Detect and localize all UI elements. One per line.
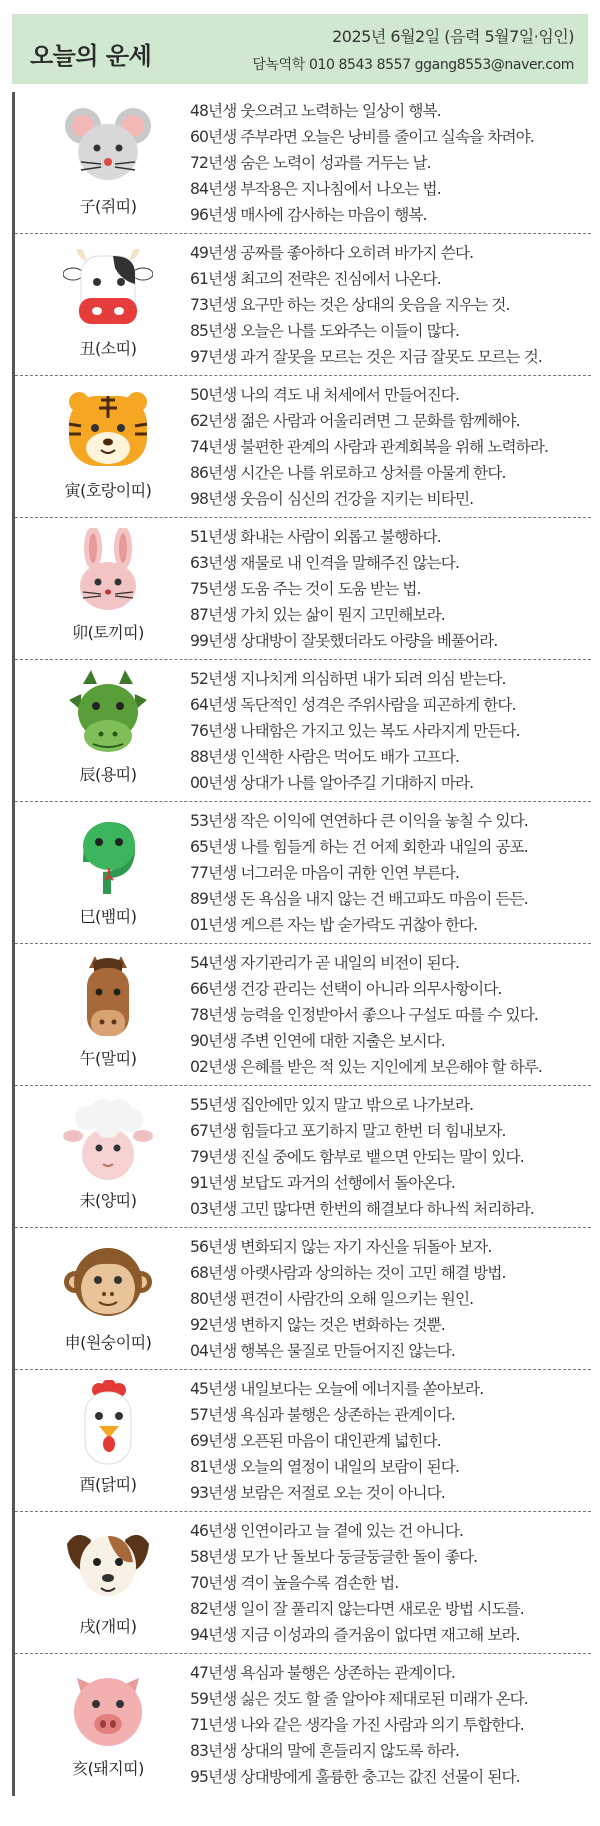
- fortune-line: 66년생 건강 관리는 선택이 아니라 의무사항이다.: [190, 980, 502, 998]
- fortune-line: 70년생 격이 높을수록 겸손한 법.: [190, 1574, 399, 1592]
- fortune-line: 77년생 너그러운 마음이 귀한 인연 부른다.: [190, 864, 460, 882]
- fortune-line: 60년생 주부라면 오늘은 낭비를 줄이고 실속을 차려야.: [190, 128, 534, 146]
- fortune-line: 71년생 나와 같은 생각을 가진 사람과 의기 투합한다.: [190, 1716, 524, 1734]
- zodiac-animal: [43, 1522, 173, 1652]
- fortune-lines: [190, 98, 590, 228]
- zodiac-entry: [15, 234, 591, 376]
- fortune-lines: [190, 1660, 590, 1790]
- fortune-line: 81년생 오늘의 열정이 내일의 보람이 된다.: [190, 1458, 460, 1476]
- zodiac-label: 酉(닭띠): [79, 1475, 137, 1494]
- fortune-line: 79년생 진실 중에도 함부로 뱉으면 안되는 말이 있다.: [190, 1148, 524, 1166]
- fortune-line: 56년생 변화되지 않는 자기 자신을 뒤돌아 보자.: [190, 1238, 492, 1256]
- zodiac-label: 未(양띠): [79, 1191, 137, 1210]
- fortune-line: 55년생 집안에만 있지 말고 밖으로 나가보라.: [190, 1096, 474, 1114]
- zodiac-entry: [15, 1228, 591, 1370]
- zodiac-list: [12, 92, 591, 1796]
- zodiac-label: 辰(용띠): [79, 765, 137, 784]
- zodiac-animal: [43, 244, 173, 374]
- fortune-line: 73년생 요구만 하는 것은 상대의 웃음을 지우는 것.: [190, 296, 510, 314]
- fortune-lines: [190, 808, 590, 938]
- zodiac-animal: [43, 670, 173, 800]
- fortune-line: 45년생 내일보다는 오늘에 에너지를 쏟아보라.: [190, 1380, 484, 1398]
- fortune-line: 68년생 아랫사람과 상의하는 것이 고민 해결 방법.: [190, 1264, 506, 1282]
- zodiac-entry: [15, 92, 591, 234]
- fortune-line: 78년생 능력을 인정받아서 좋으나 구설도 따를 수 있다.: [190, 1006, 538, 1024]
- fortune-line: 47년생 욕심과 불행은 상존하는 관계이다.: [190, 1664, 455, 1682]
- zodiac-label: 申(원숭이띠): [64, 1333, 152, 1352]
- zodiac-label: 丑(소띠): [79, 339, 137, 358]
- zodiac-label: 子(쥐띠): [79, 197, 137, 216]
- fortune-line: 96년생 매사에 감사하는 마음이 행복.: [190, 206, 427, 224]
- fortune-line: 98년생 웃음이 심신의 건강을 지키는 비타민.: [190, 490, 474, 508]
- zodiac-entry: [15, 376, 591, 518]
- zodiac-label: 戌(개띠): [79, 1617, 137, 1636]
- fortune-line: 49년생 공짜를 좋아하다 오히려 바가지 쓴다.: [190, 244, 474, 262]
- zodiac-label: 亥(돼지띠): [72, 1759, 144, 1778]
- fortune-line: 50년생 나의 격도 내 처세에서 만들어진다.: [190, 386, 460, 404]
- zodiac-entry: [15, 1086, 591, 1228]
- fortune-line: 85년생 오늘은 나를 도와주는 이들이 많다.: [190, 322, 460, 340]
- fortune-lines: [190, 1518, 590, 1648]
- fortune-line: 58년생 모가 난 돌보다 둥글둥글한 돌이 좋다.: [190, 1548, 478, 1566]
- fortune-line: 63년생 재물로 내 인격을 말해주진 않는다.: [190, 554, 460, 572]
- fortune-line: 52년생 지나치게 의심하면 내가 되려 의심 받는다.: [190, 670, 506, 688]
- zodiac-animal: [43, 1096, 173, 1226]
- fortune-line: 64년생 독단적인 성격은 주위사람을 피곤하게 한다.: [190, 696, 516, 714]
- fortune-line: 04년생 행복은 물질로 만들어지진 않는다.: [190, 1342, 455, 1360]
- fortune-line: 51년생 화내는 사람이 외롭고 불행하다.: [190, 528, 441, 546]
- fortune-line: 65년생 나를 힘들게 하는 건 어제 회한과 내일의 공포.: [190, 838, 528, 856]
- fortune-line: 01년생 게으른 자는 밥 숟가락도 귀찮아 한다.: [190, 916, 478, 934]
- fortune-lines: [190, 666, 590, 796]
- fortune-line: 82년생 일이 잘 풀리지 않는다면 새로운 방법 시도를.: [190, 1600, 524, 1618]
- fortune-line: 62년생 젊은 사람과 어울리려면 그 문화를 함께해야.: [190, 412, 520, 430]
- fortune-line: 53년생 작은 이익에 연연하다 큰 이익을 놓칠 수 있다.: [190, 812, 528, 830]
- fortune-line: 91년생 보답도 과거의 선행에서 돌아온다.: [190, 1174, 455, 1192]
- fortune-line: 94년생 지금 이성과의 즐거움이 없다면 재고해 보라.: [190, 1626, 520, 1644]
- zodiac-animal: [43, 528, 173, 658]
- fortune-line: 61년생 최고의 전략은 진심에서 나온다.: [190, 270, 441, 288]
- zodiac-label: 巳(뱀띠): [79, 907, 137, 926]
- fortune-line: 72년생 숨은 노력이 성과를 거두는 날.: [190, 154, 431, 172]
- zodiac-animal: [43, 812, 173, 942]
- zodiac-entry: [15, 944, 591, 1086]
- fortune-line: 90년생 주변 인연에 대한 지출은 보시다.: [190, 1032, 445, 1050]
- fortune-line: 99년생 상대방이 잘못했더라도 아량을 베풀어라.: [190, 632, 498, 650]
- header-banner: [12, 14, 588, 84]
- zodiac-animal: [43, 102, 173, 232]
- fortune-line: 48년생 웃으려고 노력하는 일상이 행복.: [190, 102, 441, 120]
- fortune-lines: [190, 524, 590, 654]
- fortune-line: 54년생 자기관리가 곧 내일의 비전이 된다.: [190, 954, 460, 972]
- fortune-lines: [190, 382, 590, 512]
- zodiac-animal: [43, 1664, 173, 1794]
- zodiac-animal: [43, 954, 173, 1084]
- zodiac-entry: [15, 660, 591, 802]
- fortune-line: 97년생 과거 잘못을 모르는 것은 지금 잘못도 모르는 것.: [190, 348, 542, 366]
- zodiac-label: 卯(토끼띠): [72, 623, 144, 642]
- zodiac-entry: [15, 1654, 591, 1796]
- fortune-lines: [190, 950, 590, 1080]
- zodiac-entry: [15, 1512, 591, 1654]
- zodiac-entry: [15, 1370, 591, 1512]
- fortune-line: 69년생 오픈된 마음이 대인관계 넓힌다.: [190, 1432, 441, 1450]
- fortune-lines: [190, 240, 590, 370]
- fortune-line: 93년생 보람은 저절로 오는 것이 아니다.: [190, 1484, 445, 1502]
- fortune-line: 88년생 인색한 사람은 먹어도 배가 고프다.: [190, 748, 460, 766]
- fortune-line: 84년생 부작용은 지나침에서 나오는 법.: [190, 180, 441, 198]
- fortune-line: 59년생 싫은 것도 할 줄 알아야 제대로된 미래가 온다.: [190, 1690, 528, 1708]
- fortune-line: 46년생 인연이라고 늘 곁에 있는 건 아니다.: [190, 1522, 464, 1540]
- fortune-line: 57년생 욕심과 불행은 상존하는 관계이다.: [190, 1406, 455, 1424]
- fortune-line: 03년생 고민 많다면 한번의 해결보다 하나씩 처리하라.: [190, 1200, 534, 1218]
- fortune-lines: [190, 1234, 590, 1364]
- page-title: 오늘의 운세: [30, 42, 152, 70]
- fortune-lines: [190, 1092, 590, 1222]
- fortune-line: 95년생 상대방에게 훌륭한 충고는 값진 선물이 된다.: [190, 1768, 520, 1786]
- zodiac-label: 午(말띠): [79, 1049, 137, 1068]
- fortune-lines: [190, 1376, 590, 1506]
- fortune-line: 87년생 가치 있는 삶이 뭔지 고민해보라.: [190, 606, 445, 624]
- date-line: 2025년 6월2일 (음력 5월7일·임인): [332, 27, 574, 46]
- contact-line: 담녹역학 010 8543 8557 ggang8553@naver.com: [252, 57, 574, 73]
- fortune-line: 00년생 상대가 나를 알아주길 기대하지 마라.: [190, 774, 474, 792]
- zodiac-animal: [43, 386, 173, 516]
- fortune-line: 83년생 상대의 말에 흔들리지 않도록 하라.: [190, 1742, 460, 1760]
- zodiac-animal: [43, 1238, 173, 1368]
- fortune-line: 75년생 도움 주는 것이 도움 받는 법.: [190, 580, 421, 598]
- zodiac-entry: [15, 518, 591, 660]
- fortune-line: 92년생 변하지 않는 것은 변화하는 것뿐.: [190, 1316, 445, 1334]
- zodiac-label: 寅(호랑이띠): [64, 481, 152, 500]
- zodiac-entry: [15, 802, 591, 944]
- fortune-line: 67년생 힘들다고 포기하지 말고 한번 더 힘내보자.: [190, 1122, 506, 1140]
- fortune-line: 74년생 불편한 관계의 사람과 관계회복을 위해 노력하라.: [190, 438, 549, 456]
- fortune-line: 76년생 나태함은 가지고 있는 복도 사라지게 만든다.: [190, 722, 520, 740]
- fortune-line: 86년생 시간은 나를 위로하고 상처를 아물게 한다.: [190, 464, 506, 482]
- fortune-line: 02년생 은혜를 받은 적 있는 지인에게 보은해야 할 하루.: [190, 1058, 542, 1076]
- fortune-line: 89년생 돈 욕심을 내지 않는 건 배고파도 마음이 든든.: [190, 890, 528, 908]
- fortune-line: 80년생 편견이 사람간의 오해 일으키는 원인.: [190, 1290, 474, 1308]
- zodiac-animal: [43, 1380, 173, 1510]
